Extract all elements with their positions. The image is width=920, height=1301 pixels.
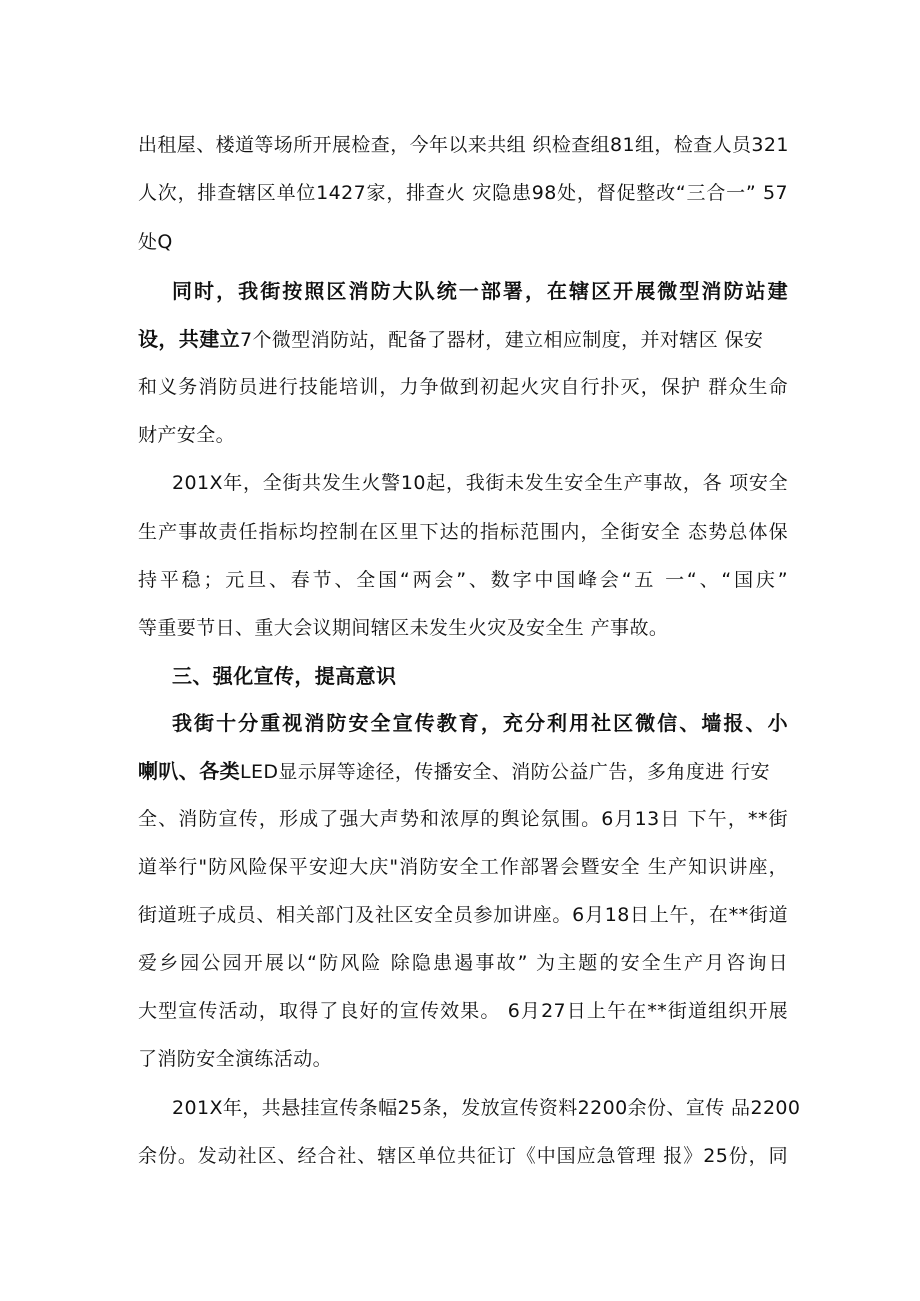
paragraph-5-line-2: 余份。发动社区、经合社、辖区单位共征订《中国应急管理 报》25份，同	[138, 1145, 788, 1167]
paragraph-2-line-2	[138, 322, 788, 356]
paragraph-1-line-2: 人次，排查辖区单位1427家，排查火 灾隐患98处，督促整改“三合一” 57	[138, 182, 788, 204]
paragraph-4-line-6: 爱乡园公园开展以“防风险 除隐患遏事故” 为主题的安全生产月咨询日	[138, 952, 788, 974]
paragraph-1-line-3: 处Q	[138, 231, 173, 253]
paragraph-2-line-3: 和义务消防员进行技能培训，力争做到初起火灾自行扑灭，保护 群众生命	[138, 376, 788, 398]
paragraph-4-line-4: 道举行"防风险保平安迎大庆"消防安全工作部署会暨安全 生产知识讲座，	[138, 856, 788, 878]
paragraph-3-line-4: 等重要节日、重大会议期间辖区未发生火灾及安全生 产事故。	[138, 617, 669, 639]
paragraph-4-line-7: 大型宣传活动，取得了良好的宣传效果。 6月27日上午在**街道组织开展	[138, 1000, 788, 1022]
section-heading: 三、强化宣传，提高意识	[172, 664, 397, 688]
paragraph-4-line-2-rest: LED显示屏等途径，传播安全、消防公益广告，多角度进 行安	[240, 761, 770, 783]
paragraph-1-line-1: 出租屋、楼道等场所开展检查，今年以来共组 织检查组81组，检查人员321	[138, 134, 789, 156]
paragraph-4-line-5: 街道班子成员、相关部门及社区安全员参加讲座。6月18日上午，在**街道	[138, 904, 788, 926]
paragraph-4-line-8: 了消防安全演练活动。	[138, 1048, 333, 1070]
paragraph-4-line-1: 我街十分重视消防安全宣传教育，充分利用社区微信、墙报、小	[172, 711, 788, 735]
paragraph-2-line-2-rest: 7个微型消防站，配备了器材，建立相应制度，并对辖区 保安	[240, 329, 764, 351]
paragraph-4-line-2-bold: 喇叭、各类	[138, 759, 240, 783]
paragraph-2-line-4: 财产安全。	[138, 424, 236, 446]
paragraph-2-line-1: 同时，我街按照区消防大队统一部署，在辖区开展微型消防站建	[172, 279, 788, 303]
paragraph-3-line-1: 201X年，全街共发生火警10起，我街未发生安全生产事故，各 项安全	[172, 472, 788, 494]
paragraph-4-line-2	[138, 754, 788, 788]
paragraph-3-line-2: 生产事故责任指标均控制在区里下达的指标范围内，全街安全 态势总体保	[138, 521, 788, 543]
paragraph-3-line-3: 持平稳；元旦、春节、全国“两会”、数字中国峰会“五 一“、“国庆”	[138, 569, 788, 591]
paragraph-2-line-2-bold: 设，共建立	[138, 327, 240, 351]
paragraph-4-line-3: 全、消防宣传，形成了强大声势和浓厚的舆论氛围。6月13日 下午，**街	[138, 808, 788, 830]
paragraph-5-line-1: 201X年，共悬挂宣传条幅25条，发放宣传资料2200余份、宣传 品2200	[172, 1097, 801, 1119]
